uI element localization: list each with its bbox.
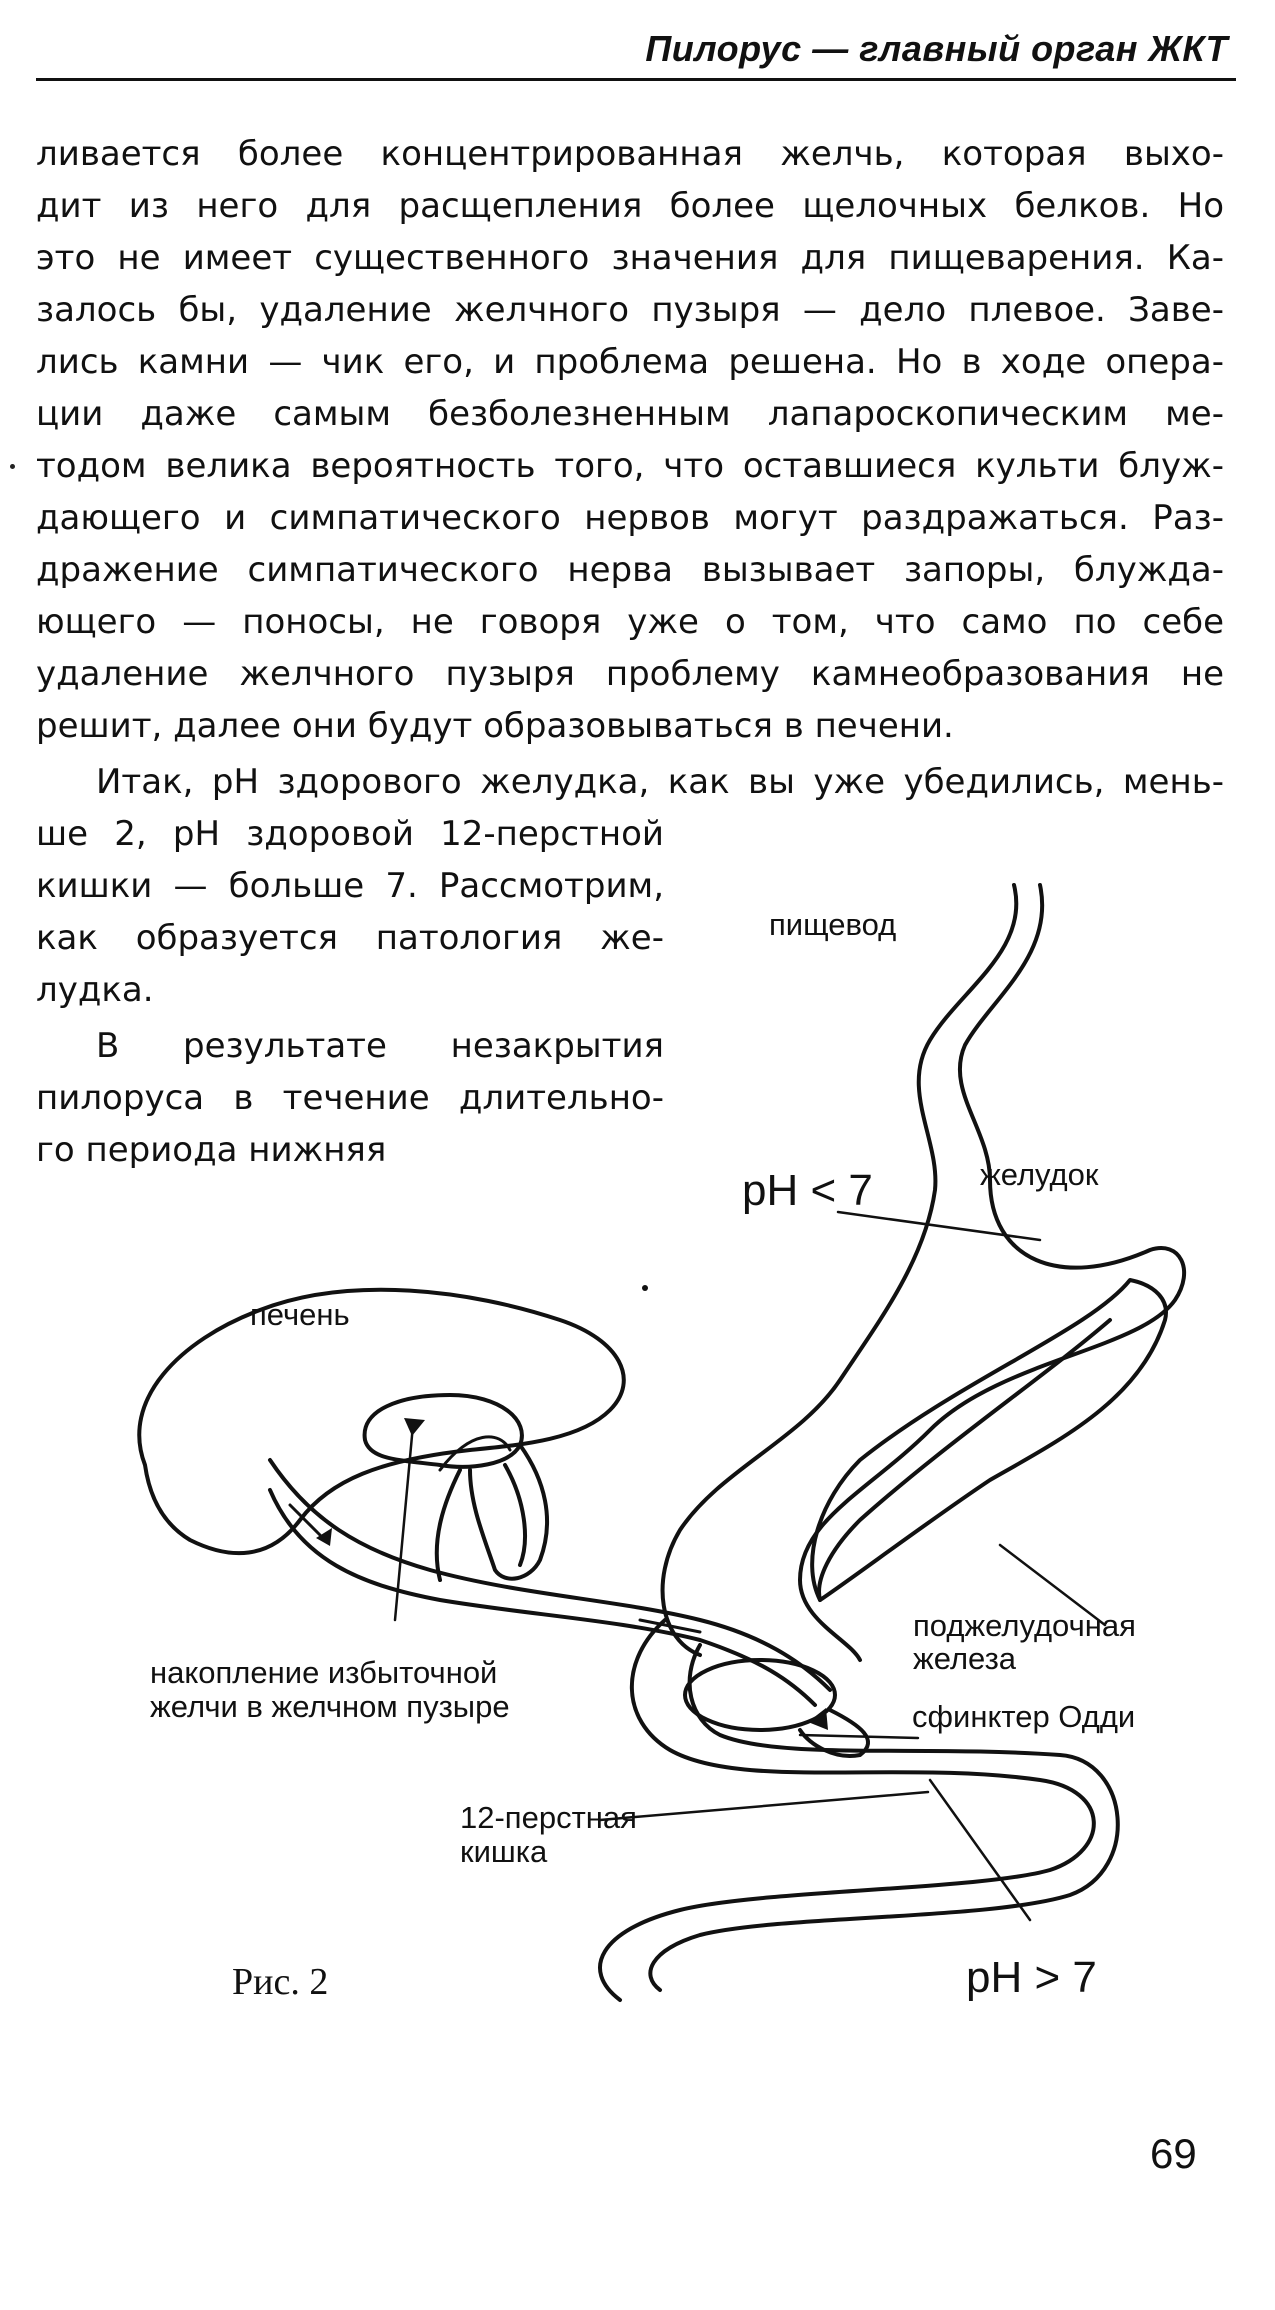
body-line: кишки — больше 7. Рассмотрим, bbox=[36, 866, 664, 906]
body-line: ющего — поносы, не говоря уже о том, что само по себе bbox=[36, 602, 1224, 642]
body-line: Итак, pH здорового желудка, как вы уже убедились, мень- bbox=[96, 762, 1224, 802]
gallbladder-outline bbox=[365, 1395, 522, 1467]
body-line: ции даже самым безболезненным лапароскопическим ме- bbox=[36, 394, 1224, 434]
body-line: дит из него для расщепления более щелочных белков. Но bbox=[36, 186, 1224, 226]
cystic-duct-3 bbox=[437, 1470, 460, 1580]
label-oddi: сфинктер Одди bbox=[912, 1699, 1136, 1734]
body-line: удаление желчного пузыря проблему камнеобразования не bbox=[36, 654, 1224, 694]
pancreas-outline bbox=[812, 1280, 1166, 1600]
running-header-title: Пилорус — главный орган ЖКТ bbox=[645, 28, 1228, 69]
label-bile-line1: накопление избыточной bbox=[150, 1655, 498, 1690]
label-duodenum-line2: кишка bbox=[460, 1834, 548, 1869]
stomach-outline bbox=[663, 885, 1017, 1655]
body-line: дающего и симпатического нервов могут раздражаться. Раз- bbox=[36, 498, 1224, 538]
label-pancreas-line2: железа bbox=[913, 1641, 1017, 1676]
figure-caption: Рис. 2 bbox=[232, 1961, 329, 2003]
label-bile-line2: желчи в желчном пузыре bbox=[150, 1689, 510, 1724]
pointer-oddi bbox=[800, 1735, 918, 1738]
body-line: лись камни — чик его, и проблема решена. Но в ходе опера- bbox=[36, 342, 1224, 382]
pointer-ph-stomach bbox=[838, 1212, 1040, 1240]
pointer-duodenum bbox=[600, 1792, 928, 1820]
cystic-duct-2 bbox=[505, 1465, 525, 1565]
body-line: залось бы, удаление желчного пузыря — дело плевое. Заве- bbox=[36, 290, 1224, 330]
body-line: го периода нижняя bbox=[36, 1130, 387, 1170]
body-line: ливается более концентрированная желчь, которая выхо- bbox=[36, 134, 1224, 174]
body-line: как образуется патология же- bbox=[36, 918, 664, 958]
pointer-ph-duodenum bbox=[930, 1780, 1030, 1920]
label-pancreas-line1: поджелудочная bbox=[913, 1608, 1136, 1643]
label-duodenum-line1: 12-перстная bbox=[460, 1800, 637, 1835]
body-line: тодом велика вероятность того, что оставшиеся культи блуж- bbox=[36, 446, 1224, 486]
body-line: лудка. bbox=[36, 970, 154, 1010]
page-number: 69 bbox=[1150, 2130, 1197, 2177]
arrow-head bbox=[404, 1418, 425, 1436]
duodenum-outer bbox=[600, 1620, 1094, 2000]
body-line: дражение симпатического нерва вызывает запоры, блужда- bbox=[36, 550, 1224, 590]
arrow-head bbox=[316, 1528, 332, 1546]
label-ph-stomach: pH < 7 bbox=[742, 1166, 873, 1215]
body-line: это не имеет существенного значения для пищеварения. Ка- bbox=[36, 238, 1224, 278]
body-line: ше 2, pH здоровой 12-перстной bbox=[36, 814, 664, 854]
label-liver: печень bbox=[250, 1297, 350, 1332]
label-stomach: желудок bbox=[980, 1157, 1099, 1192]
body-line: решит, далее они будут образовываться в печени. bbox=[36, 706, 954, 746]
body-line: пилоруса в течение длительно- bbox=[36, 1078, 664, 1118]
body-line: В результате незакрытия bbox=[96, 1026, 664, 1066]
label-ph-duodenum: pH > 7 bbox=[966, 1953, 1097, 2002]
stomach-outline-inner bbox=[800, 885, 1184, 1660]
duodenum-inner bbox=[650, 1645, 1117, 1990]
print-speck bbox=[642, 1285, 648, 1291]
liver-outline bbox=[139, 1290, 624, 1553]
label-esophagus: пищевод bbox=[769, 907, 897, 942]
